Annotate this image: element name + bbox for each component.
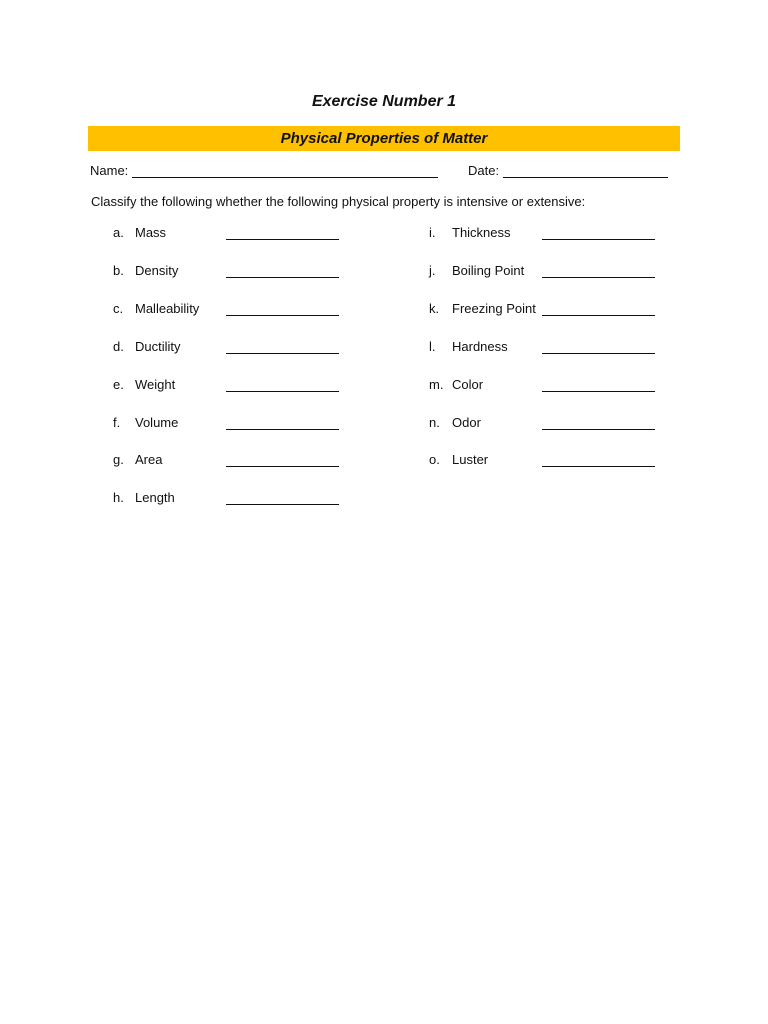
date-field (468, 163, 668, 178)
answer-blank[interactable] (542, 239, 655, 240)
item-term: Ductility (135, 338, 181, 354)
item-term: Color (452, 376, 484, 392)
answer-blank[interactable] (542, 353, 655, 354)
item-term: Mass (135, 225, 167, 240)
answer-blank[interactable] (226, 504, 339, 505)
item-letter: a. (113, 225, 124, 240)
item-letter: j. (429, 262, 436, 278)
section-banner (88, 126, 680, 151)
answer-blank[interactable] (226, 429, 339, 430)
item-letter: o. (429, 452, 440, 468)
list-item (113, 415, 339, 435)
exercise-title: Exercise Number 1 (311, 93, 457, 110)
list-item (113, 263, 339, 283)
item-letter: n. (429, 414, 440, 430)
list-item (429, 263, 655, 283)
list-item (429, 339, 655, 359)
answer-blank[interactable] (542, 466, 655, 467)
answer-blank[interactable] (226, 239, 339, 240)
list-item (429, 225, 655, 245)
item-term: Hardness (452, 338, 508, 354)
item-letter: h. (113, 490, 124, 506)
item-letter: k. (429, 300, 440, 316)
answer-blank[interactable] (542, 429, 655, 430)
list-item (113, 452, 339, 472)
answer-blank[interactable] (226, 353, 339, 354)
list-item (429, 377, 655, 397)
answer-blank[interactable] (226, 315, 339, 316)
item-term: Length (135, 490, 175, 506)
item-letter: b. (113, 262, 124, 278)
item-letter: g. (113, 452, 124, 468)
list-item (429, 301, 655, 321)
list-item (113, 301, 339, 321)
name-blank[interactable] (132, 163, 438, 178)
date-blank[interactable] (503, 163, 668, 178)
item-term: Freezing Point (452, 300, 536, 316)
answer-blank[interactable] (226, 277, 339, 278)
list-item (113, 225, 339, 245)
item-term: Luster (452, 452, 489, 468)
date-label: Date: (468, 163, 500, 178)
banner-title: Physical Properties of Matter (280, 130, 488, 147)
instructions: Classify the following whether the following physical property is intensive or extensive: (91, 194, 586, 209)
item-term: Weight (135, 376, 176, 392)
name-field (90, 163, 438, 178)
list-item (113, 490, 339, 510)
item-letter: i. (429, 225, 436, 240)
name-label: Name: (90, 163, 129, 178)
list-item (429, 415, 655, 435)
answer-blank[interactable] (542, 391, 655, 392)
item-letter: f. (113, 414, 121, 430)
list-item (113, 377, 339, 397)
list-item (429, 452, 655, 472)
item-letter: d. (113, 338, 124, 354)
answer-blank[interactable] (542, 277, 655, 278)
answer-blank[interactable] (226, 466, 339, 467)
item-term: Area (135, 452, 163, 468)
answer-blank[interactable] (542, 315, 655, 316)
item-term: Volume (135, 414, 179, 430)
item-term: Boiling Point (452, 262, 525, 278)
answer-blank[interactable] (226, 391, 339, 392)
item-letter: e. (113, 376, 124, 392)
item-letter: c. (113, 300, 124, 316)
item-term: Thickness (452, 225, 511, 240)
item-term: Odor (452, 414, 481, 430)
item-term: Malleability (135, 300, 200, 316)
item-letter: l. (429, 338, 436, 354)
list-item (113, 339, 339, 359)
item-letter: m. (429, 376, 444, 392)
item-term: Density (135, 262, 179, 278)
